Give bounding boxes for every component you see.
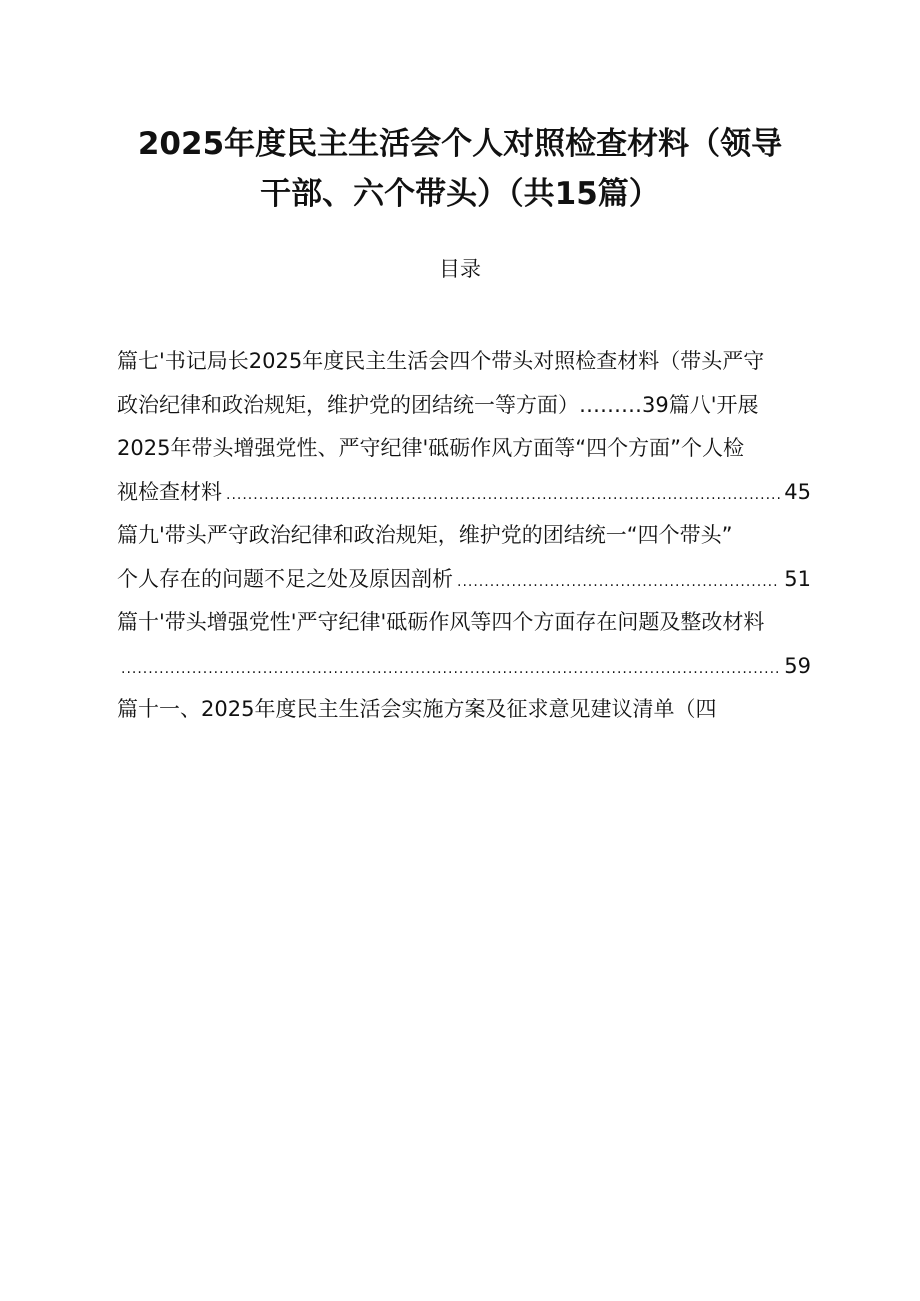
table-of-contents	[117, 340, 829, 732]
toc-line	[117, 514, 829, 558]
toc-leader-dots	[457, 561, 780, 605]
toc-line-text: 篇十一、2025年度民主生活会实施方案及征求意见建议清单（四	[117, 697, 717, 721]
toc-line	[117, 471, 829, 515]
toc-line	[117, 427, 829, 471]
toc-leader-dots	[121, 648, 780, 692]
toc-line-text: 篇九'带头严守政治纪律和政治规矩，维护党的团结统一“四个带头”	[117, 523, 733, 547]
toc-line	[117, 558, 829, 602]
toc-page-number: 59	[784, 653, 811, 678]
toc-line-text: 篇七'书记局长2025年度民主生活会四个带头对照检查材料（带头严守	[117, 349, 765, 373]
toc-leader-dots	[226, 474, 780, 518]
toc-page-number: 51	[784, 566, 811, 591]
toc-line-text: 视检查材料	[117, 479, 222, 504]
toc-line-text: 政治纪律和政治规矩，维护党的团结统一等方面）………39篇八'开展	[117, 392, 759, 417]
document-title-line-1: 2025年度民主生活会个人对照检查材料（领导	[137, 126, 783, 162]
toc-line	[117, 340, 829, 384]
toc-line	[117, 384, 829, 428]
toc-line	[117, 601, 829, 645]
toc-line	[117, 688, 829, 732]
toc-line-text: 2025年带头增强党性、严守纪律'砥砺作风方面等“四个方面”个人检	[117, 436, 744, 460]
toc-page-number: 45	[784, 479, 811, 504]
toc-line	[117, 645, 829, 689]
toc-line-text: 个人存在的问题不足之处及原因剖析	[117, 566, 453, 591]
toc-line-text: 篇十'带头增强党性'严守纪律'砥砺作风等四个方面存在问题及整改材料	[117, 610, 765, 634]
toc-heading: 目录	[439, 257, 481, 281]
document-title-line-2: 干部、六个带头）（共15篇）	[260, 176, 660, 212]
